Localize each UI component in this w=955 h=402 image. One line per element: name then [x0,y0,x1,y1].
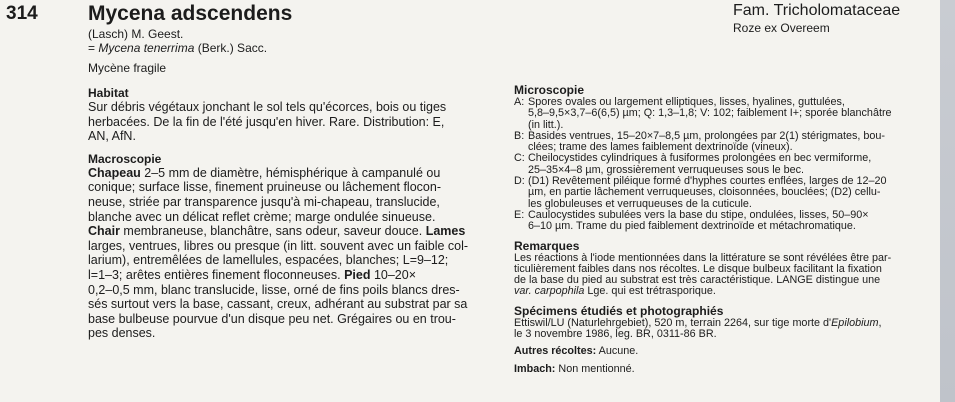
species-number: 314 [6,3,38,24]
micro-line: clées; trame des lames faiblement dextrinoïde (vineux). [528,141,793,154]
author-line: (Lasch) M. Geest. [88,27,184,41]
macro-text: membraneuse, blanchâtre, sans odeur, saveur douce. [119,224,426,239]
macro-line: neuse, striée par transparence jusqu'à mi-chapeau, translucide, [88,194,440,209]
micro-label: B: [514,129,525,142]
common-name: Mycène fragile [88,61,167,75]
remarques-line: de la base du pied au substrat est très caractéristique. LANGE distingue une [514,274,881,287]
micro-line: 5,8–9,5×3,7–6(6,5) µm; Q: 1,3–1,8; V: 102; faiblement I+; sporée blanchâtre [528,107,892,120]
micro-item-d [514,176,924,210]
host-plant: Epilobium [831,316,879,329]
macroscopie-heading: Macroscopie [88,151,162,166]
micro-item-b [514,131,924,154]
species-title: Mycena adscendens [88,2,293,25]
imbach-label: Imbach: [514,362,556,375]
specimens-text [514,318,924,341]
macro-line: larium), entremêlées de lamellules, espacées, blanches; L=9–12; [88,253,449,268]
micro-line: (in litt.). [528,118,564,131]
remarques-line: Les réactions à l'iode mentionnées dans la littérature se sont révélées être par- [514,251,892,264]
autres-value: Aucune. [596,345,639,358]
micro-line: µm, en partie lâchement verruqueuses, cloisonnées, bouclées; (D2) cellu- [528,186,881,199]
lames-label: Lames [425,224,466,239]
micro-line: 6–10 µm. Trame du pied faiblement dextrinoïde et métachromatique. [528,220,856,233]
micro-item-a [514,97,924,131]
micro-line: Cheilocystides cylindriques à fusiformes prolongées en bec vermiforme, [528,152,872,165]
imbach-note [514,364,924,375]
specimens-heading: Spécimens étudiés et photographiés [514,303,724,318]
variety-name: var. carpophila [514,285,585,298]
autres-recoltes [514,346,924,357]
micro-label: A: [514,96,525,108]
micro-line: les globuleuses et verruqueuses de la cuticule. [528,197,752,210]
synonym-line [88,41,267,55]
macroscopie-text [88,166,493,341]
right-column [514,83,924,375]
macro-text: 2–5 mm de diamètre, hémisphérique à campanulé ou [140,165,441,180]
micro-label: D: [514,175,525,188]
chair-label: Chair [88,224,120,239]
microscopie-list [514,97,924,233]
remarques-text [514,253,924,298]
macro-line: 0,2–0,5 mm, blanc translucide, lisse, orné de fins poils blancs dres- [88,282,460,297]
micro-label: E: [514,208,525,221]
remarques-line [514,286,924,297]
autres-label: Autres récoltes: [514,345,597,358]
macro-line: sés surtout vers la base, cassant, creux, adhérant au substrat par sa [88,297,468,312]
habitat-line: Sur débris végétaux jonchant le sol tels qu'écorces, bois ou tiges [88,100,447,114]
right-edge-strip [940,0,955,402]
micro-line: Caulocystides subulées vers la base du stipe, ondulées, lisses, 50–90× [528,208,869,221]
synonym-prefix: = [88,41,99,55]
specimens-text-part: Ettiswil/LU (Naturlehrgebiet), 520 m, terrain 2264, sur tige morte d' [514,316,832,329]
remarques-heading: Remarques [514,238,580,253]
micro-line: 25–35×4–8 µm, grossièrement verruqueuses sous le bec. [528,163,805,176]
remarques-line: ticulièrement faibles dans nos récoltes. Le disque bulbeux facilitant la fixation [514,262,882,275]
macro-line [88,166,493,181]
chapeau-label: Chapeau [88,165,141,180]
micro-label: C: [514,152,525,165]
left-column [88,86,493,341]
synonym-author: (Berk.) Sacc. [194,41,268,55]
specimens-line: le 3 novembre 1986, leg. BR, 0311-86 BR. [514,328,717,341]
family-authors: Roze ex Overeem [733,21,830,35]
macro-text: 10–20× [370,267,417,282]
remarques-text-part: Lge. qui est trétrasporique. [584,285,716,298]
pied-label: Pied [344,267,371,282]
micro-line: Spores ovales ou largement elliptiques, lisses, hyalines, guttulées, [528,96,845,108]
synonym-name: Mycena tenerrima [98,41,195,55]
specimens-text-part: , [878,316,882,329]
imbach-value: Non mentionné. [555,362,635,375]
macro-line: pes denses. [88,326,156,341]
macro-line: base bulbeuse pourvue d'un disque peu net. Grégaires ou en trou- [88,311,456,326]
micro-line: Basides ventrues, 15–20×7–8,5 µm, prolongées par 2(1) stérigmates, bou- [528,129,886,142]
macro-line: conique; surface lisse, finement pruineuse ou lâchement flocon- [88,180,441,195]
macro-line [88,224,493,239]
habitat-line: herbacées. De la fin de l'été jusqu'en hiver. Rare. Distribution: E, [88,114,445,129]
macro-line: larges, ventrues, libres ou presque (in litt. souvent avec un faible col- [88,238,469,253]
habitat-heading: Habitat [88,86,129,100]
macro-line: blanche avec un délicat reflet crème; marge ondulée sinueuse. [88,209,436,224]
micro-line: (D1) Revêtement piléique formé d'hyphes courtes enflées, larges de 12–20 [528,175,887,188]
microscopie-heading: Microscopie [514,83,585,97]
micro-item-c [514,153,924,176]
family-name: Fam. Tricholomataceae [733,2,901,19]
habitat-line: AN, AfN. [88,129,136,144]
macro-text: l=1–3; arêtes entières finement floconneuses. [88,267,345,282]
micro-item-e [514,210,924,233]
macro-line [88,268,493,283]
habitat-text [88,100,493,144]
